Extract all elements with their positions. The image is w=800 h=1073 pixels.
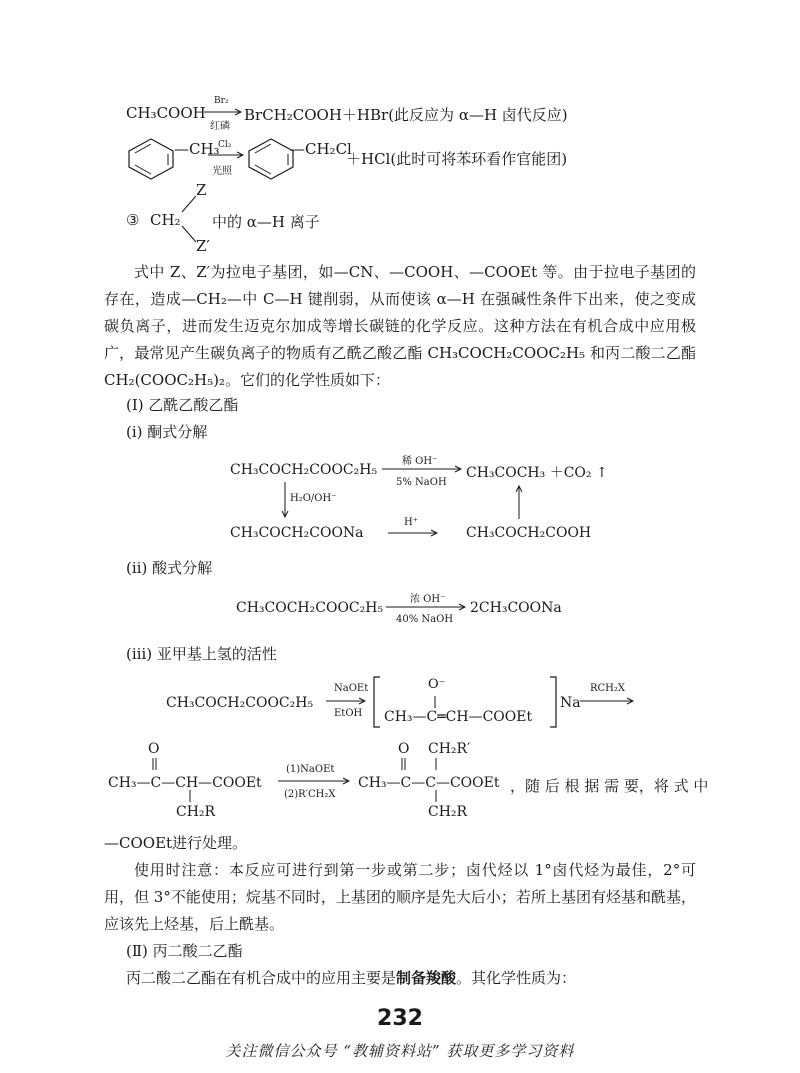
keto-below: 5% NaOH xyxy=(396,477,447,488)
acid-product: 2CH₃COONa xyxy=(470,600,562,616)
alk-o2: O xyxy=(398,741,410,757)
rxn2-below: 光照 xyxy=(212,166,232,177)
rxn2-product-sub: —CH₂Cl xyxy=(290,140,352,158)
enol-arrow xyxy=(326,694,370,708)
section-heading-acetoacetate: (Ⅰ) 乙酰乙酸乙酯 xyxy=(126,396,239,414)
item3-text: 中的 α—H 离子 xyxy=(212,213,320,231)
item3-num: ③ xyxy=(126,211,140,229)
alk-chain2: CH₃—C—C—COOEt xyxy=(358,775,500,791)
acid-above: 浓 OH⁻ xyxy=(410,594,446,605)
enol-o-minus: O⁻ xyxy=(428,677,446,692)
acid-start: CH₃COCH₂COOC₂H₅ xyxy=(236,600,384,616)
rxn1-below: 红磷 xyxy=(210,121,230,132)
keto-up-arrow xyxy=(512,483,526,519)
rxn1-above: Br₂ xyxy=(214,96,229,106)
rxn2-above: Cl₂ xyxy=(218,140,232,150)
alk-above: (1)NaOEt xyxy=(286,764,335,775)
page-number: 232 xyxy=(377,1006,423,1031)
enol-start: CH₃COCH₂COOC₂H₅ xyxy=(166,695,314,711)
enol-chain: CH₃—C═CH—COOEt xyxy=(384,709,533,725)
keto-acid-arrow xyxy=(388,526,444,540)
rxn2-tail: ＋HCl(此时可将苯环看作官能团) xyxy=(346,150,568,168)
acid-arrow xyxy=(386,600,470,614)
subheading-acid: (ⅱ) 酸式分解 xyxy=(126,559,213,577)
alk-top2: CH₂R′ xyxy=(428,741,471,757)
alk-sub1: CH₂R xyxy=(176,804,216,820)
rxn1-product: BrCH₂COOH＋HBr(此反应为 α—H 卤代反应) xyxy=(244,106,568,124)
keto-acid-label: H⁺ xyxy=(404,517,418,528)
keto-above: 稀 OH⁻ xyxy=(402,456,438,467)
paragraph-usage-notes: 使用时注意：本反应可进行到第一步或第二步；卤代烃以 1°卤代烃为最佳，2°可用，但 3°不能使用；烷基不同时，上基团的顺序是先大后小；若所上基团有烃基和酰基，应该先上烃基，后上酰基。 xyxy=(104,861,696,933)
rxn1-arrow xyxy=(204,104,244,118)
alk-tail2: —COOEt进行处理。 xyxy=(104,834,248,852)
item3-ch2: CH₂ xyxy=(150,211,181,229)
keto-down-label: H₂O/OH⁻ xyxy=(290,493,337,504)
paragraph-malonate-bold: 制备羧酸 xyxy=(396,969,457,987)
enol-next-above: RCH₂X xyxy=(590,683,626,694)
alk-o1: O xyxy=(148,741,160,757)
alk-arrow xyxy=(278,774,354,788)
keto-product: CH₃COCH₃ ＋CO₂ ↑ xyxy=(466,465,608,481)
keto-acid: CH₃COCH₂COOH xyxy=(466,525,592,541)
alk-sub2: CH₂R xyxy=(428,804,468,820)
alk-chain1: CH₃—C—CH—COOEt xyxy=(108,775,262,791)
paragraph-malonate xyxy=(126,967,576,988)
alk-tail: ，随 后 根 据 需 要，将 式 中 xyxy=(510,777,709,795)
enol-below: EtOH xyxy=(334,708,363,719)
rxn2-reactant-sub: —CH₃ xyxy=(174,140,220,158)
rxn1-reactant: CH₃COOH xyxy=(126,104,206,122)
keto-arrow xyxy=(382,462,466,476)
keto-salt: CH₃COCH₂COONa xyxy=(230,525,364,541)
keto-start: CH₃COCH₂COOC₂H₅ xyxy=(230,462,378,478)
item3-z-top: Z xyxy=(196,181,207,199)
enol-above: NaOEt xyxy=(334,683,369,694)
footer-watermark: 关注微信公众号 “教辅资料站” 获取更多学习资料 xyxy=(225,1042,575,1060)
alk-below: (2)R′CH₂X xyxy=(284,789,336,800)
paragraph-carbanion: 式中 Z、Z′为拉电子基团，如—CN、—COOH、—COOEt 等。由于拉电子基团的存在，造成—CH₂—中 C—H 键削弱，从而使该 α—H 在强碱性条件下出来，使之变成碳负离子，进而发生迈克尔加成等增长碳链的化学反应。这种方法在有机合成中应用极广，最常见产生碳负离子的物质有乙酰乙酸乙酯 CH₃COCH₂COOC₂H₅ 和丙二酸二乙酯 CH₂(COOC₂H₅)₂。它们的化学性质如下： xyxy=(104,263,696,389)
paragraph-malonate-a: 丙二酸二乙酯在有机合成中的应用主要是 xyxy=(126,969,397,987)
enol-na: Na xyxy=(560,695,581,711)
acid-below: 40% NaOH xyxy=(396,614,454,625)
subheading-keto: (ⅰ) 酮式分解 xyxy=(126,423,208,441)
benzene-ring-icon xyxy=(124,136,178,182)
rxn2-arrow xyxy=(208,148,248,162)
item3-z-bottom: Z′ xyxy=(196,237,210,255)
paragraph-malonate-c: 。其化学性质为： xyxy=(456,969,577,987)
section-heading-malonate: (Ⅱ) 丙二酸二乙酯 xyxy=(126,942,243,960)
enol-next-arrow xyxy=(580,694,636,708)
subheading-methylene: (ⅲ) 亚甲基上氢的活性 xyxy=(126,645,277,663)
